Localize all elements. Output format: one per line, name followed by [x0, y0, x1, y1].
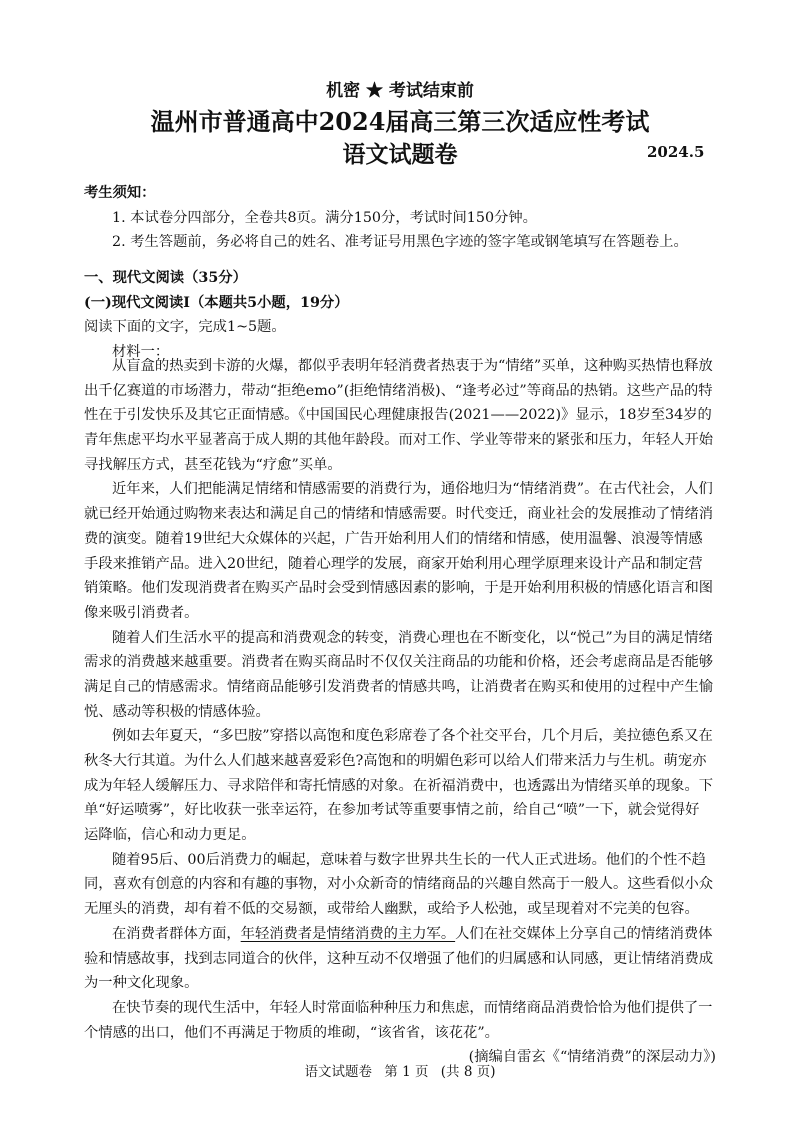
- article-line: 需求的消费越来越重要。消费者在购买商品时不仅仅关注商品的功能和价格，还会考虑商品是否能够: [84, 654, 714, 671]
- article-line-part: 在消费者群体方面，: [112, 925, 241, 942]
- article-body: [84, 354, 720, 1070]
- section-heading: 一、现代文阅读（35分）: [84, 270, 247, 286]
- page-footer: [0, 1060, 800, 1080]
- article-line-underlined: [84, 922, 720, 947]
- section-intro: [84, 266, 720, 365]
- exam-title: 温州市普通高中2024届高三第三次适应性考试: [150, 107, 650, 136]
- article-line: 悦、感动等积极的情感体验。: [84, 703, 270, 720]
- confidential-label: 机密 ★ 考试结束前: [326, 81, 474, 101]
- footer-page: 第 1 页: [384, 1064, 429, 1080]
- article-line: 运降临，信心和动力更足。: [84, 827, 256, 844]
- article-line: 随着95后、00后消费力的崛起，意味着与数字世界共生长的一代人正式进场。他们的个性不趋: [112, 851, 706, 868]
- material-label: 材料一：: [112, 344, 170, 361]
- underlined-sentence: 年轻消费者是情绪消费的主力军。: [240, 925, 456, 942]
- section-instruction: 阅读下面的文字，完成1~5题。: [84, 319, 286, 336]
- article-line: 近年来，人们把能满足情绪和情感需要的消费行为，通俗地归为“情绪消费”。在古代社会，人们: [112, 481, 713, 498]
- article-line: 个情感的出口，他们不再满足于物质的堆砌，“该省省，该花花”。: [84, 1024, 499, 1041]
- article-line: 手段来推销产品。进入20世纪，随着心理学的发展，商家开始利用心理学原理来设计产品和制定营: [84, 555, 703, 572]
- article-line: 无厘头的消费，却有着不低的交易额，或带给人幽默，或给予人松弛，或呈现着对不完美的包容。: [84, 901, 699, 918]
- article-line: 从盲盒的热卖到卡游的火爆，都似乎表明年轻消费者热衷于为“情绪”买单，这种购买热情也释放: [112, 358, 713, 374]
- footer-subject: 语文试题卷: [304, 1064, 372, 1080]
- article-line: 随着人们生活水平的提高和消费观念的转变，消费心理也在不断变化，以“悦己”为目的满足情绪: [112, 629, 713, 646]
- article-line: 为一种文化现象。: [84, 975, 199, 992]
- footer-total: (共 8 页): [440, 1064, 496, 1080]
- article-line: 就已经开始通过购物来表达和满足自己的情绪和情感需要。时代变迁，商业社会的发展推动了情绪消: [84, 506, 714, 523]
- article-line: 像来吸引消费者。: [84, 604, 199, 621]
- article-line: 秋冬大行其道。为什么人们越来越喜爱彩色?高饱和的明媚色彩可以给人们带来活力与生机。萌宠亦: [84, 753, 707, 769]
- subject-title: 语文试题卷: [342, 141, 458, 168]
- notice-item: 2. 考生答题前，务必将自己的姓名、准考证号用黑色字迹的签字笔或钢笔填写在答题卷上。: [112, 234, 688, 251]
- article-line: 青年焦虑平均水平显著高于成人期的其他年龄段。而对工作、学业等带来的紧张和压力，年轻人开始: [84, 432, 714, 449]
- article-line: 出千亿赛道的市场潜力，带动“拒绝emo”(拒绝情绪消极)、“逢考必过”等商品的热销。这些产品的特: [84, 382, 713, 399]
- article-line: 满足自己的情感需求。情绪商品能够引发消费者的情感共鸣，让消费者在购买和使用的过程中产生愉: [84, 678, 714, 695]
- exam-notice: [84, 181, 720, 255]
- article-line-part: 人们在社交媒体上分享自己的情绪消费体: [455, 925, 713, 942]
- article-line: 验和情感故事，找到志同道合的伙伴，这种互动不仅增强了他们的归属感和认同感，更让情绪消费成: [84, 950, 714, 967]
- article-line: 同，喜欢有创意的内容和有趣的事物，对小众新奇的情绪商品的兴趣自然高于一般人。这些看似小众: [84, 876, 714, 893]
- article-line: 费的演变。随着19世纪大众媒体的兴起，广告开始利用人们的情绪和情感，使用温馨、浪漫等情感: [84, 530, 703, 547]
- article-line: 例如去年夏天，“多巴胺”穿搭以高饱和度色彩席卷了各个社交平台，几个月后，美拉德色系又在: [112, 728, 713, 745]
- article-line: 在快节奏的现代生活中，年轻人时常面临种种压力和焦虑，而情绪商品消费恰恰为他们提供了一: [112, 999, 713, 1016]
- article-line: 寻找解压方式，甚至花钱为“疗愈”买单。: [84, 456, 342, 473]
- exam-date: 2024.5: [647, 143, 705, 161]
- notice-item: 1. 本试卷分四部分，全卷共8页。满分150分，考试时间150分钟。: [112, 209, 537, 226]
- notice-title: 考生须知：: [84, 185, 156, 201]
- article-line: 单“好运喷雾”，好比收获一张幸运符，在参加考试等重要事情之前，给自己“喷”一下，就会觉得好: [84, 802, 700, 819]
- article-line: 性在于引发快乐及其它正面情感。《中国国民心理健康报告(2021——2022)》显示，18岁至34岁的: [84, 407, 712, 424]
- section-subheading: (一)现代文阅读Ⅰ（本题共5小题，19分）: [84, 294, 349, 311]
- article-line: 成为年轻人缓解压力、寻求陪伴和寄托情感的对象。在祈福消费中，也透露出为情绪买单的现象。下: [84, 777, 714, 794]
- article-source: (摘编自雷玄《“情绪消费”的深层动力》): [468, 1049, 716, 1066]
- article-line: 销策略。他们发现消费者在购买产品时会受到情感因素的影响，于是开始利用积极的情感化语言和图: [84, 580, 714, 597]
